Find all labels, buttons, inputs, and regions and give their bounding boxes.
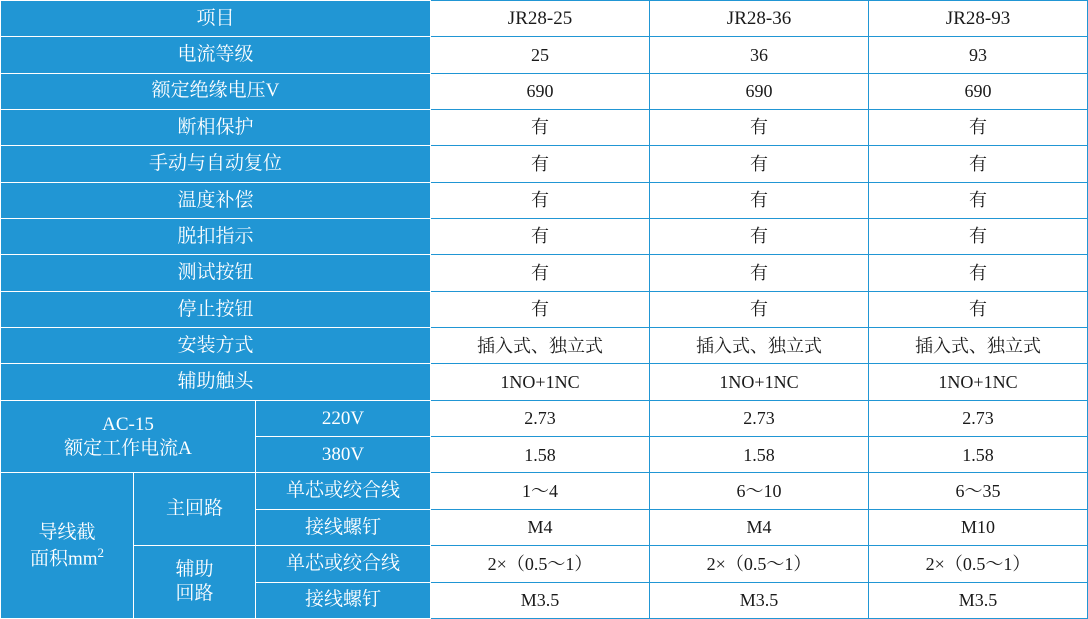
row-value: 1NO+1NC (431, 364, 650, 400)
sub-group-label-aux-line1: 辅助 (175, 559, 214, 581)
row-value: 有 (650, 146, 869, 182)
row-value: 6～10 (650, 473, 869, 509)
row-value: 有 (869, 219, 1088, 255)
row-label: 手动与自动复位 (1, 146, 431, 182)
row-value: 有 (431, 255, 650, 291)
row-value: 2×（0.5～1） (650, 546, 869, 582)
row-value: 1.58 (431, 437, 650, 473)
row-value: 1.58 (869, 437, 1088, 473)
table-row (1, 182, 1088, 218)
table-row (1, 219, 1088, 255)
sub-label-terminal-screw: 接线螺钉 (256, 582, 431, 619)
row-label: 测试按钮 (1, 255, 431, 291)
row-value: 2×（0.5～1） (431, 546, 650, 582)
group-label-ac15-line2: 额定工作电流A (64, 437, 192, 459)
row-value: 93 (869, 37, 1088, 73)
header-label-item: 项目 (1, 1, 431, 37)
group-label-wire-line2-sup: 2 (97, 544, 105, 560)
table-row-header (1, 1, 1088, 37)
sub-label-terminal-screw: 接线螺钉 (256, 509, 431, 545)
table-row (1, 291, 1088, 327)
row-value: 36 (650, 37, 869, 73)
row-value: 有 (650, 182, 869, 218)
group-label-ac15 (1, 400, 256, 473)
row-value: 有 (431, 291, 650, 327)
row-value: 有 (650, 291, 869, 327)
row-value: 有 (869, 146, 1088, 182)
table-row-main-wire (1, 473, 1088, 509)
sub-label-220v: 220V (256, 400, 431, 436)
row-value: 2.73 (431, 400, 650, 436)
sub-group-label-main-circuit: 主回路 (134, 473, 256, 546)
sub-label-single-core: 单芯或绞合线 (256, 473, 431, 509)
row-value: 有 (869, 255, 1088, 291)
row-value: M10 (869, 509, 1088, 545)
header-model-3: JR28-93 (869, 1, 1088, 37)
row-label: 额定绝缘电压V (1, 73, 431, 109)
row-value: M4 (650, 509, 869, 545)
table-row (1, 328, 1088, 364)
row-label: 脱扣指示 (1, 219, 431, 255)
row-value: 插入式、独立式 (650, 328, 869, 364)
table-row (1, 364, 1088, 400)
row-label: 断相保护 (1, 110, 431, 146)
group-label-wire-line2-text: 面积mm (29, 547, 98, 569)
table-row (1, 37, 1088, 73)
row-value: M4 (431, 509, 650, 545)
sub-group-label-aux-circuit (134, 546, 256, 619)
row-value: 有 (431, 146, 650, 182)
sub-group-label-aux-line2: 回路 (175, 583, 214, 605)
row-value: 2.73 (650, 400, 869, 436)
table-row (1, 255, 1088, 291)
group-label-wire-section (1, 473, 134, 619)
row-value: 有 (431, 110, 650, 146)
row-value: 插入式、独立式 (431, 328, 650, 364)
sub-label-single-core: 单芯或绞合线 (256, 546, 431, 582)
row-value: 690 (869, 73, 1088, 109)
header-model-1: JR28-25 (431, 1, 650, 37)
row-value: 6～35 (869, 473, 1088, 509)
group-label-wire-line2 (5, 545, 129, 571)
row-value: 有 (431, 219, 650, 255)
row-value: 有 (650, 255, 869, 291)
row-label: 温度补偿 (1, 182, 431, 218)
row-value: 插入式、独立式 (869, 328, 1088, 364)
row-value: 25 (431, 37, 650, 73)
row-label: 电流等级 (1, 37, 431, 73)
row-value: 1NO+1NC (869, 364, 1088, 400)
row-value: 1～4 (431, 473, 650, 509)
row-value: 2.73 (869, 400, 1088, 436)
row-label: 停止按钮 (1, 291, 431, 327)
table-row (1, 146, 1088, 182)
table-row-aux-wire (1, 546, 1088, 582)
row-label: 辅助触头 (1, 364, 431, 400)
row-value: 690 (650, 73, 869, 109)
row-value: 有 (650, 110, 869, 146)
row-value: M3.5 (869, 582, 1088, 619)
row-value: 690 (431, 73, 650, 109)
row-value: 有 (650, 219, 869, 255)
sub-label-380v: 380V (256, 437, 431, 473)
row-value: 2×（0.5～1） (869, 546, 1088, 582)
row-value: 1.58 (650, 437, 869, 473)
group-label-ac15-line1: AC-15 (102, 413, 154, 435)
row-value: 有 (869, 291, 1088, 327)
row-value: 有 (869, 182, 1088, 218)
row-label: 安装方式 (1, 328, 431, 364)
group-label-wire-line1: 导线截 (38, 521, 96, 543)
row-value: 1NO+1NC (650, 364, 869, 400)
table-row (1, 73, 1088, 109)
row-value: M3.5 (650, 582, 869, 619)
table-row (1, 110, 1088, 146)
header-model-2: JR28-36 (650, 1, 869, 37)
table-row-ac15-220v (1, 400, 1088, 436)
row-value: 有 (431, 182, 650, 218)
row-value: M3.5 (431, 582, 650, 619)
row-value: 有 (869, 110, 1088, 146)
